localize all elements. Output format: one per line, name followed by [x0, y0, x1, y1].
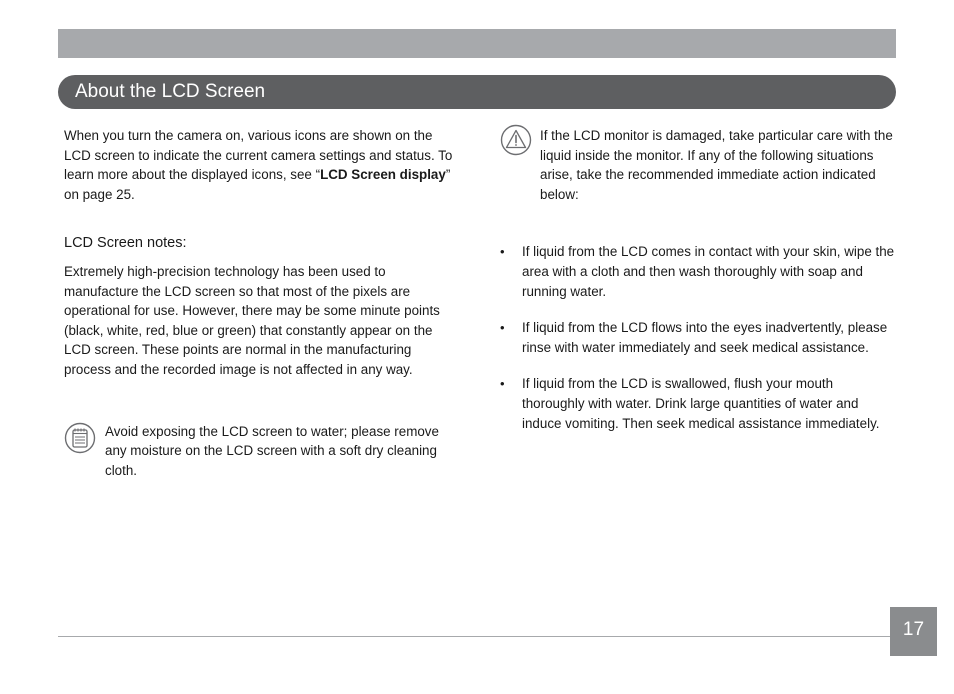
warning-triangle-icon: [500, 124, 532, 156]
bullet-icon: •: [500, 320, 505, 336]
list-item-text: If liquid from the LCD flows into the eyes inadvertently, please rinse with water immediately and seek medical assistance.: [522, 320, 888, 355]
liquid-precautions-list: [500, 242, 896, 433]
left-column: [64, 126, 460, 480]
list-item: [500, 374, 896, 433]
memo-note: [64, 422, 460, 481]
list-item: [500, 242, 896, 301]
top-banner: [58, 29, 896, 58]
memo-icon: [64, 421, 96, 455]
notes-body: Extremely high-precision technology has been used to manufacture the LCD screen so that most of the pixels are operational for use. However, there may be some minute points (black, white, red, blue or green) that constantly appear on the LCD screen. These points are normal in the manufacturing process and the recorded image is not affected in any way.: [64, 263, 440, 377]
intro-text-start: When you turn the camera on, various icons are shown on the LCD screen to indicate the current camera settings and status. To learn more about the displayed icons, see “: [64, 128, 453, 183]
footer-divider: [58, 636, 896, 637]
bullet-icon: •: [500, 376, 505, 392]
intro-cross-reference: LCD Screen display: [320, 167, 446, 183]
notes-heading: LCD Screen notes:: [64, 235, 187, 252]
warning-text: If the LCD monitor is damaged, take particular care with the liquid inside the monitor. If any of the following situations arise, take the recommended immediate action indicated below:: [540, 128, 893, 202]
section-title: About the LCD Screen: [58, 75, 896, 109]
bullet-icon: •: [500, 244, 505, 260]
warning-note: [500, 126, 896, 204]
page-number: 17: [890, 607, 937, 656]
list-item-text: If liquid from the LCD comes in contact with your skin, wipe the area with a cloth and then wash thoroughly with soap and running water.: [522, 244, 895, 299]
list-item: [500, 318, 896, 357]
intro-text-end: ” on page 25.: [64, 167, 451, 202]
right-column: [500, 126, 896, 450]
list-item-text: If liquid from the LCD is swallowed, flush your mouth thoroughly with water. Drink large quantities of water and induce vomiting. Then seek medical assistance immediately.: [522, 376, 880, 431]
intro-paragraph: [64, 126, 460, 204]
memo-text: Avoid exposing the LCD screen to water; please remove any moisture on the LCD screen with a soft dry cleaning cloth.: [105, 423, 439, 478]
